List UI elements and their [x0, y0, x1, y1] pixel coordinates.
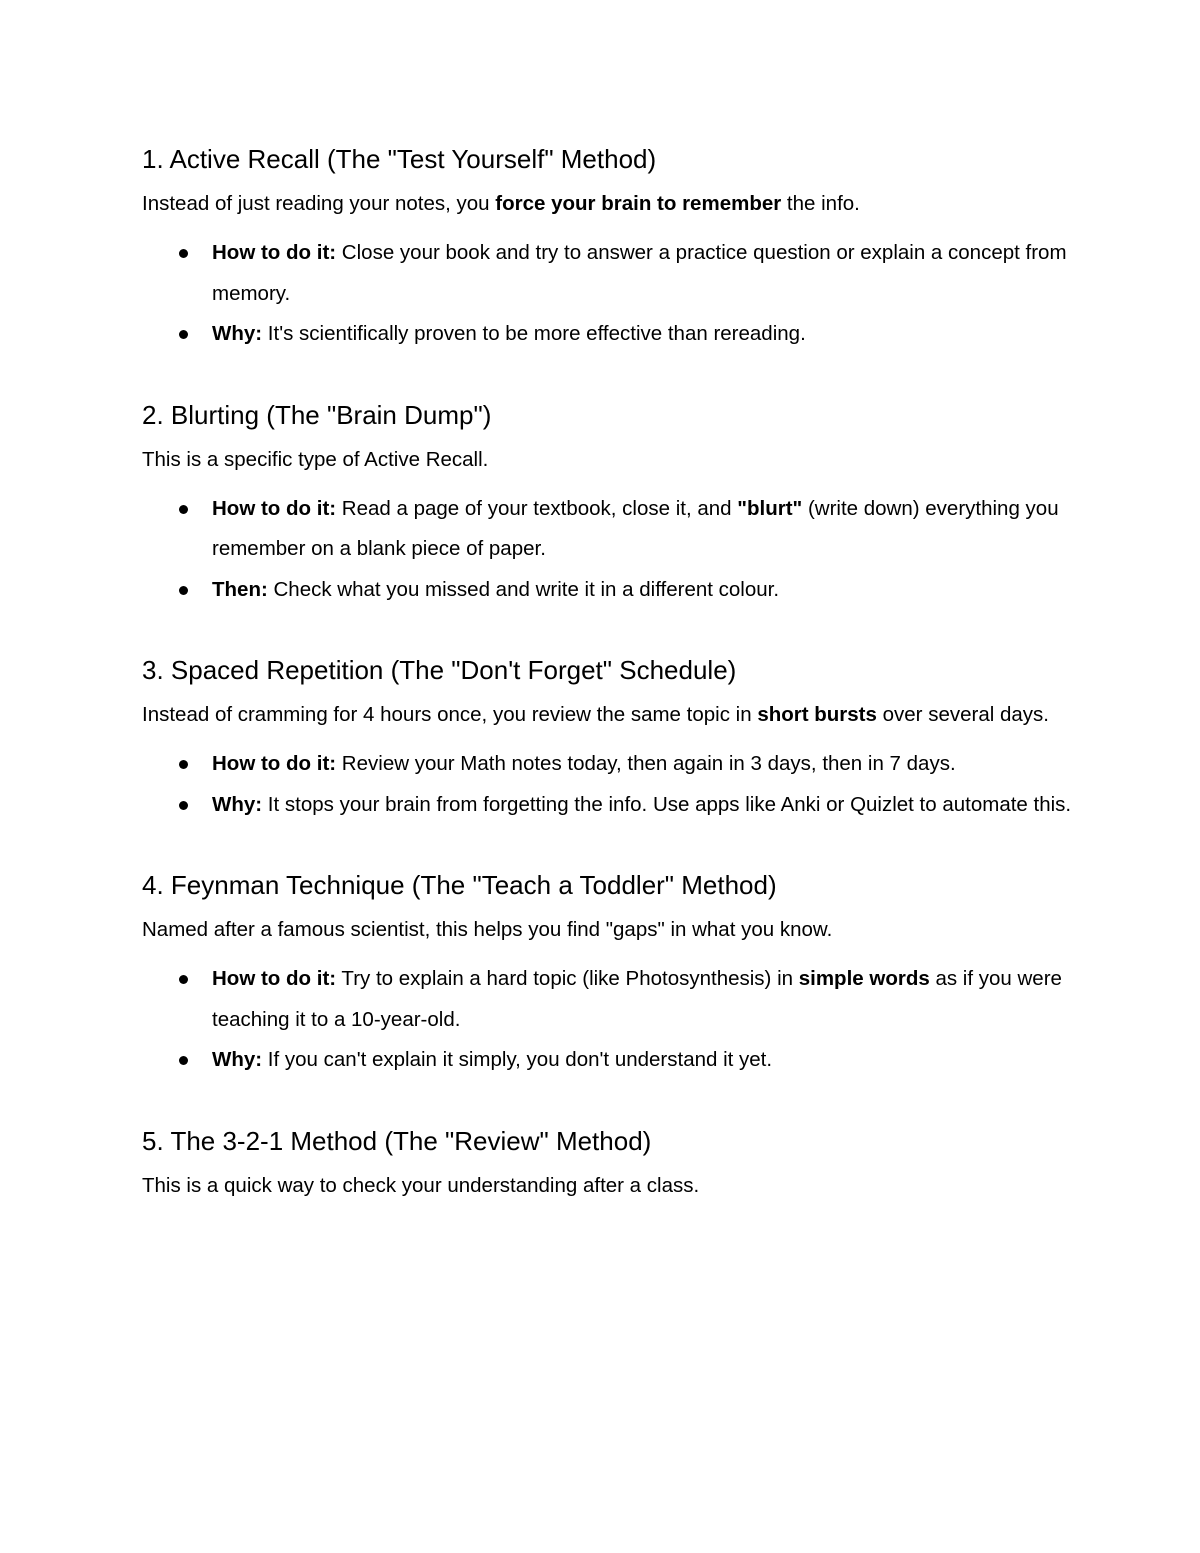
section-intro — [142, 695, 1072, 734]
bullet-dot-icon — [179, 249, 188, 258]
section-heading: 4. Feynman Technique (The "Teach a Toddler" Method) — [142, 870, 777, 900]
section-intro — [142, 910, 1072, 949]
section-intro — [142, 1166, 1072, 1205]
bold-text: simple words — [798, 967, 930, 990]
bullet-item — [142, 785, 1072, 826]
text-run: the info. — [781, 192, 860, 215]
text-run: If you can't explain it simply, you don't understand it yet. — [262, 1048, 773, 1071]
bold-text: short bursts — [757, 703, 877, 726]
bold-text: How to do it: — [212, 967, 337, 990]
section-intro — [142, 440, 1072, 479]
bullet-dot-icon — [179, 586, 188, 595]
section-heading: 3. Spaced Repetition (The "Don't Forget" Schedule) — [142, 655, 737, 685]
bold-text: "blurt" — [737, 496, 803, 520]
text-run: over several days. — [876, 703, 1049, 726]
bullet-list — [142, 233, 1072, 355]
bullet-item — [142, 1040, 1072, 1081]
text-run: Check what you missed and write it in a different colour. — [267, 577, 780, 601]
section-heading: 2. Blurting (The "Brain Dump") — [142, 399, 492, 430]
bullet-item — [142, 744, 1072, 785]
bullet-item — [142, 233, 1072, 314]
text-run: This is a quick way to check your understanding after a class. — [142, 1173, 700, 1197]
text-run: Close your book and try to answer a practice question or explain a concept from memory. — [212, 241, 1067, 305]
text-run: It's scientifically proven to be more effective than rereading. — [262, 322, 806, 345]
bullet-dot-icon — [179, 801, 188, 810]
bold-text: How to do it: — [212, 752, 337, 775]
section-heading: 5. The 3-2-1 Method (The "Review" Method) — [142, 1125, 652, 1156]
text-run: This is a specific type of Active Recall. — [142, 447, 489, 471]
bold-text: Why: — [212, 1048, 263, 1071]
section-1 — [142, 141, 1072, 355]
bullet-dot-icon — [179, 760, 188, 769]
text-run: Try to explain a hard topic (like Photosynthesis) in — [336, 967, 799, 990]
text-run: as if you were teaching it to a 10-year-old. — [212, 967, 1062, 1031]
section-heading: 1. Active Recall (The "Test Yourself" Method) — [142, 144, 657, 174]
bullet-dot-icon — [179, 330, 188, 339]
bullet-dot-icon — [179, 505, 188, 514]
section-intro — [142, 184, 1072, 223]
bullet-list — [142, 489, 1072, 611]
bullet-dot-icon — [179, 975, 188, 984]
bold-text: Why: — [212, 792, 263, 816]
text-run: (write down) everything you remember on a blank piece of paper. — [212, 496, 1059, 560]
bold-text: Then: — [212, 577, 268, 601]
bullet-item — [142, 489, 1072, 570]
text-run: Named after a famous scientist, this helps you find "gaps" in what you know. — [142, 918, 833, 941]
section-5 — [142, 1123, 1072, 1205]
text-run: Instead of just reading your notes, you — [142, 192, 496, 215]
document-page — [142, 141, 1072, 1205]
section-2 — [142, 397, 1072, 611]
bold-text: How to do it: — [212, 241, 337, 264]
bullet-item — [142, 570, 1072, 611]
bullet-item — [142, 314, 1072, 355]
bullet-dot-icon — [179, 1056, 188, 1065]
bold-text: Why: — [212, 322, 263, 345]
bullet-item — [142, 959, 1072, 1040]
text-run: It stops your brain from forgetting the info. Use apps like Anki or Quizlet to automate this. — [262, 792, 1072, 816]
bold-text: force your brain to remember — [495, 192, 782, 215]
text-run: Instead of cramming for 4 hours once, you review the same topic in — [142, 703, 758, 726]
bullet-list — [142, 744, 1072, 825]
text-run: Review your Math notes today, then again in 3 days, then in 7 days. — [336, 752, 956, 775]
bullet-list — [142, 959, 1072, 1081]
section-3 — [142, 652, 1072, 825]
section-4 — [142, 867, 1072, 1081]
text-run: Read a page of your textbook, close it, and — [336, 496, 738, 520]
bold-text: How to do it: — [212, 496, 337, 520]
